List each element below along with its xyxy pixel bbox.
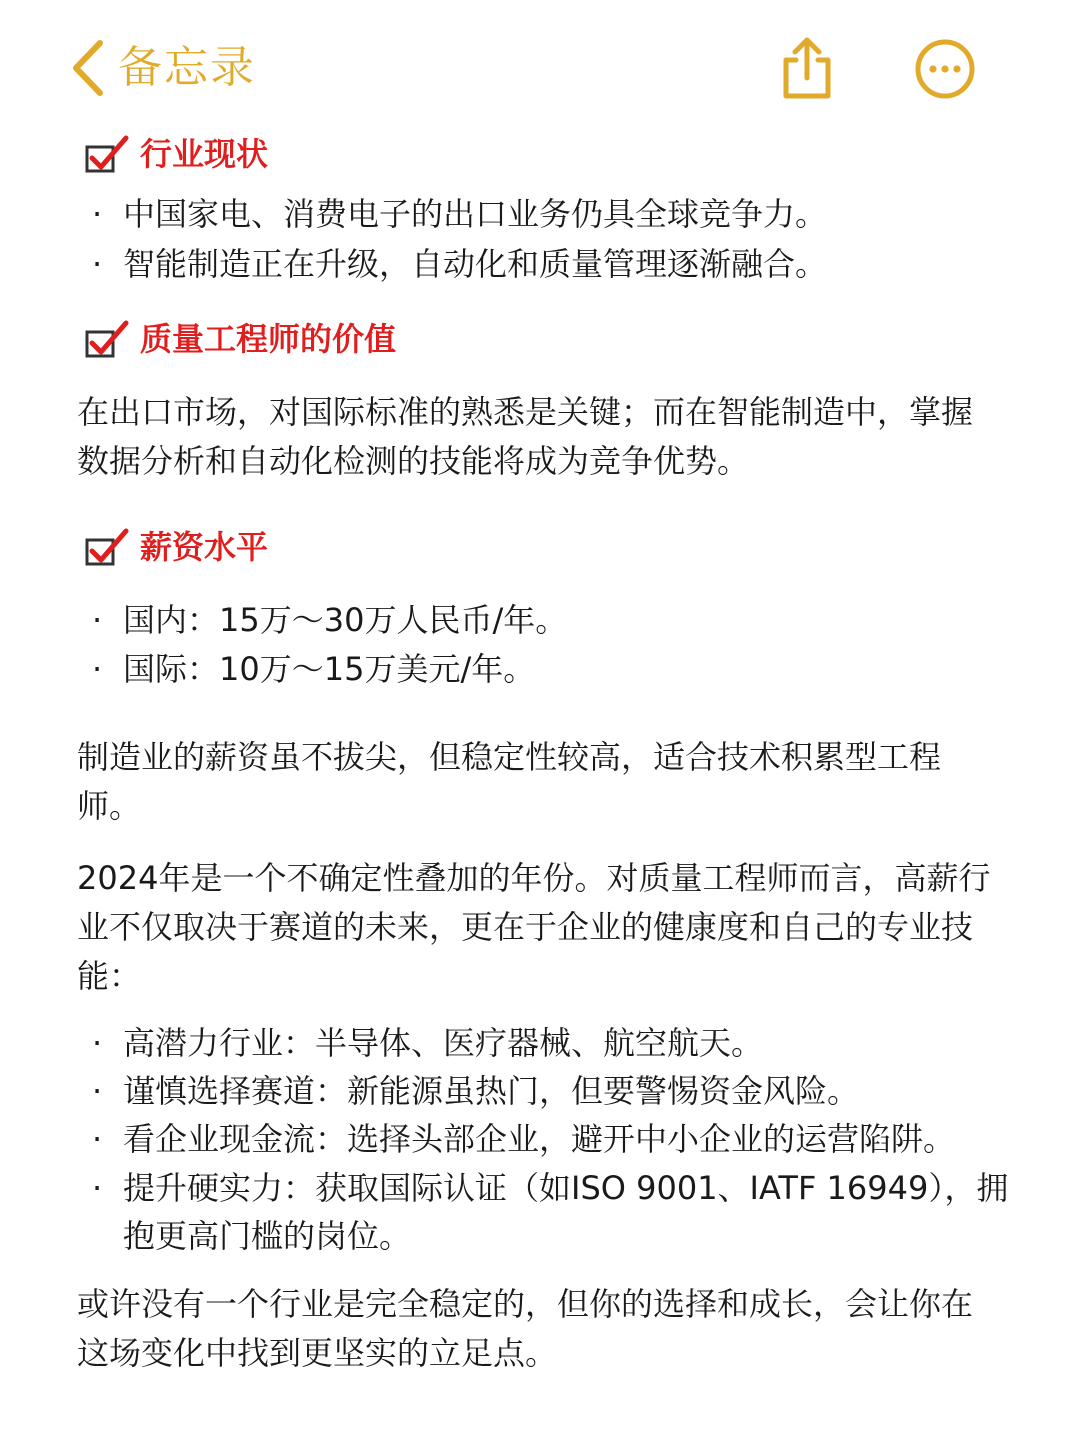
list-item <box>92 190 1012 238</box>
checkbox-checked-icon <box>84 527 130 567</box>
section-heading-industry <box>84 134 268 174</box>
navigation-bar <box>0 0 1080 130</box>
list-item-text: 提升硬实力：获取国际认证（如ISO 9001、IATF 16949），拥抱更高门槛的岗位。 <box>123 1169 1009 1255</box>
bullet-dot: · <box>92 1120 103 1158</box>
chevron-left-icon <box>70 39 104 97</box>
list-item <box>92 1019 1012 1067</box>
share-button[interactable] <box>778 36 836 100</box>
back-label: 备忘录 <box>118 42 256 93</box>
section-title: 行业现状 <box>140 135 269 173</box>
list-item-text: 智能制造正在升级，自动化和质量管理逐渐融合。 <box>123 245 828 283</box>
paragraph: 制造业的薪资虽不拔尖，但稳定性较高，适合技术积累型工程师。 <box>77 738 942 825</box>
bullet-dot: · <box>92 1072 103 1110</box>
list-item-text: 看企业现金流：选择头部企业，避开中小企业的运营陷阱。 <box>123 1120 956 1158</box>
closing-paragraph: 或许没有一个行业是完全稳定的，但你的选择和成长，会让你在这场变化中找到更坚实的立足点。 <box>77 1285 974 1372</box>
paragraph: 2024年是一个不确定性叠加的年份。对质量工程师而言，高薪行业不仅取决于赛道的未来，更在于企业的健康度和自己的专业技能： <box>77 859 991 995</box>
more-options-button[interactable] <box>914 38 976 100</box>
section-title: 质量工程师的价值 <box>140 320 397 358</box>
list-item-text: 中国家电、消费电子的出口业务仍具全球竞争力。 <box>123 195 828 233</box>
more-icon <box>914 38 976 100</box>
list-item-text: 国际：10万～15万美元/年。 <box>123 650 536 688</box>
list-item-text: 国内：15万～30万人民币/年。 <box>123 601 568 639</box>
section-heading-salary <box>84 527 268 567</box>
list-item <box>92 1115 1012 1163</box>
paragraph: 在出口市场，对国际标准的熟悉是关键；而在智能制造中，掌握数据分析和自动化检测的技能将成为竞争优势。 <box>77 393 974 480</box>
list-item <box>92 645 1012 693</box>
bullet-dot: · <box>92 1024 103 1062</box>
bullet-dot: · <box>92 245 103 283</box>
bullet-dot: · <box>92 195 103 233</box>
section-title: 薪资水平 <box>140 528 269 566</box>
section-heading-value <box>84 319 396 359</box>
bullet-dot: · <box>92 1169 103 1207</box>
back-button[interactable] <box>70 36 256 100</box>
list-item <box>92 240 1012 288</box>
list-item <box>92 1067 1012 1115</box>
checkbox-checked-icon <box>84 134 130 174</box>
list-item <box>92 1164 1012 1260</box>
bullet-dot: · <box>92 601 103 639</box>
share-icon <box>778 36 836 100</box>
checkbox-checked-icon <box>84 319 130 359</box>
list-item <box>92 596 1012 644</box>
list-item-text: 谨慎选择赛道：新能源虽热门，但要警惕资金风险。 <box>123 1072 860 1110</box>
bullet-dot: · <box>92 650 103 688</box>
list-item-text: 高潜力行业：半导体、医疗器械、航空航天。 <box>123 1024 764 1062</box>
